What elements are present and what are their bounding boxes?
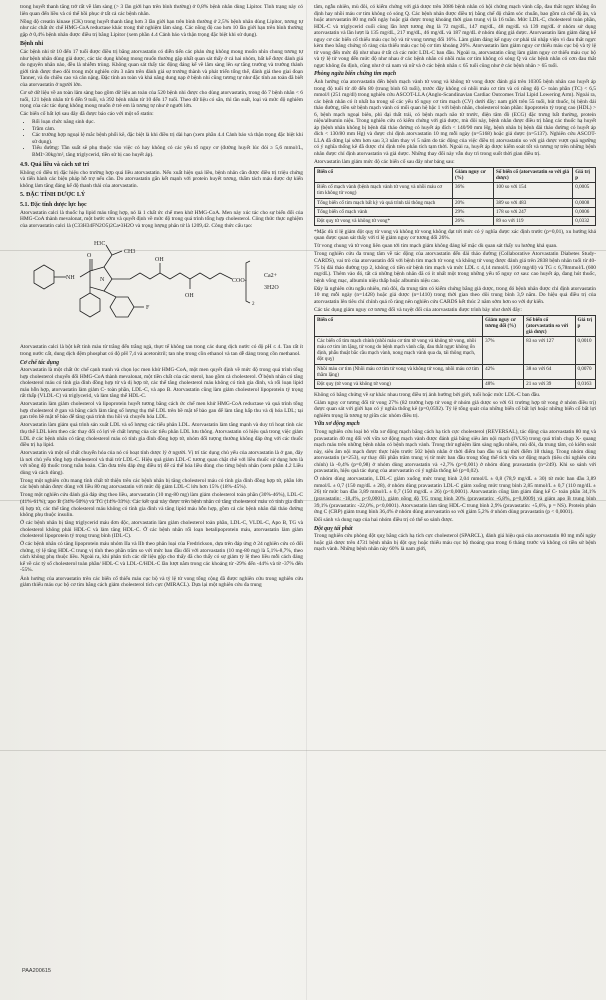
table-cell: Các biến cố tim mạch chính (nhồi máu cơ tim tử vong và không tử vong, nhồi máu cơ tim im lặng, tử vong do bệnh mạch vành cấp, đau thắt ngực không ổn định, phẫu thuật bắc cầu mạch vành, nong mạch vành qua da, tái thông mạch, đột quỵ) bbox=[315, 337, 483, 364]
label-ch3: CH3 bbox=[124, 249, 136, 256]
right-column bbox=[314, 4, 596, 554]
table-cell: 0,0332 bbox=[573, 216, 596, 225]
paragraph: Ảnh hưởng của atorvastatin đến bệnh mạch vành tử vong và không tử vong được đánh giá trên 10305 bệnh nhân cao huyết áp trong độ tuổi từ 40 đến 80 (trung bình 63 tuổi), trước đây không có nhồi máu cơ tim và có nồng độ C- toàn phần (TC) < 6,5 mmol/l (251 mg/dl) trong nghiên cứu ASCOT-LLA (Anglo-Scandinavian Cardiac Outcomes Trial Lipid Lowering Arm). Ngoài ra, các bệnh nhân có ít nhất ba trong số các yếu tố nguy cơ tim mạch (CV) dưới đây: nam giới trên 55 tuổi, hút thuốc, bị bệnh đái tháo đường, tiền sử bệnh mạch vành có mối quan hệ bậc 1 với bệnh nhân, cholesterol toàn phần: lipoprotein tỷ trọng cao (HDL) > 6, bệnh mạch ngoại biên, phì đại thất trái, có bệnh mạch não từ trước, điện tâm đồ (ECG) đặc trưng bất thường, protein niệu/albumin niệu. Trong nghiên cứu có kiểm chứng với giả dược, mù đôi này, bệnh nhân được điều trị bằng các thuốc hạ huyết áp (bệnh nhân không bị bệnh đái tháo đường có huyết áp đích < 140/90 mm Hg, bệnh nhân bị bệnh đái tháo đường có huyết áp đích < 130/80 mm Hg) và được chỉ định atorvastatin 10 mg mỗi ngày (n=5168) hoặc giả dược (n=5137). Nghiên cứu ASCOT-LLA đã dừng lại sớm hơn sau 3,3 năm thay vì 5 năm do tác động của việc điều trị atorvastatin so với giả dược vượt quá ngưỡng có ý nghĩa thống kê đã được chỉ định trên phân tích tạm thời. Ngoài ra, huyết áp được kiểm soát tốt và tương tự trên những bệnh nhân được chỉ định atorvastatin và giả dược. Những thay đổi này vẫn duy trì trong suốt thời gian điều trị. bbox=[314, 79, 596, 158]
paragraph: Atorvastatin làm giảm mức độ các biến cố sau đây như bảng sau: bbox=[314, 159, 455, 166]
paragraph: Trong một nghiên cứu mang tính chất tử thiện trên các bệnh nhân bị tăng cholesterol máu có tính gia đình đồng hợp tử, phần lớn các bệnh nhân được dùng với liều 80 mg atorvastatin với mức độ giảm LDL-C lớn hơn 15% (18%-45%). bbox=[20, 477, 303, 491]
list-item: • Tiểu đường: Tần suất sẽ phụ thuộc vào việc có hay không có các yếu tố nguy cơ (đường huyết lúc đói ≥ 5,6 mmol/L, BMI>30kg/m², tăng triglycerid, tiền sử bị cao huyết áp). bbox=[32, 145, 303, 158]
paragraph: Atorvastatin làm giảm quá trình sản xuất LDL và số lượng các tiểu phân LDL. Atorvastatin làm tăng mạnh và duy trì hoạt tính các thụ thể LDL kèm theo các thay đổi có lợi về chất lượng của các tiểu phân LDL lưu thông. Atorvastatin có hiệu quả trong việc giảm LDL ở các bệnh nhân có tăng cholesterol máu có tính gia đình đồng hợp tử, nhóm đối tượng thường không đáp ứng với các thuốc điều trị hạ lipid. bbox=[20, 422, 303, 449]
paragraph: Các biến cố bất lợi sau đây đã được báo cáo với một số statin: bbox=[20, 111, 154, 118]
paragraph: *Mặc dù tỉ lệ giảm đột quỵ tử vong và không tử vong không đạt tới mức có ý nghĩa được xác định trước (p=0,01), xu hướng khả quan được quan sát thấy với tỉ lệ giảm nguy cơ tương đối 26%. bbox=[314, 228, 596, 242]
paragraph: Trong nghiên cứu phòng đột quỵ bằng cách hạ tích cực cholesterol (SPARCL), đánh giá hiệu quả của atorvastatin 80 mg mỗi ngày hoặc giả dược trên 4731 bệnh nhân bị đột quỵ hoặc thiếu máu cục bộ thoáng qua trong 6 tháng trước và không có tiền sử bệnh mạch vành. Những bệnh nhân này 60% là nam giới, bbox=[314, 533, 596, 553]
subsection-heading-prevention: Phòng ngừa biến chứng tim mạch bbox=[314, 71, 397, 78]
table-row bbox=[315, 337, 596, 364]
table-cell: Đột quỵ (tử vong và không tử vong) bbox=[315, 379, 483, 388]
section-heading-overdose: 4.9. Quá liều và cách xử trí bbox=[20, 161, 89, 168]
paragraph: Không có bằng chứng về sự khác nhau trong điều trị ảnh hưởng bởi giới, tuổi hoặc mức LDL-C ban đầu. bbox=[314, 391, 541, 398]
left-column bbox=[20, 4, 303, 590]
table-cell: 100 so với 154 bbox=[493, 183, 572, 198]
paragraph: Trong nghiên cứu đa trung tâm về tác động của atorvastatin đến đái tháo đường (Collaborative Atorvastatin Diabetes Study-CARDS), vai trò của atorvastatin đối với bệnh tim mạch tử vong và không tử vong được đánh giá trên 2838 bệnh nhân tuổi từ 40-75 bị đái tháo đường typ 2, không có tiền sử bệnh tim mạch và mức LDL ≤ 4,14 mmol/L (160 mg/dl) và TG ≤ 6,78mmol/L (600 mg/dL). Thêm vào đó, tất cả những bệnh nhân đã có ít nhất một trong những yếu tố nguy cơ sau: cao huyết áp, đang hút thuốc, bệnh võng mạc, albumin niệu thấp hoặc albumin niệu cao. bbox=[314, 251, 596, 284]
atorvastatin-structure bbox=[20, 231, 303, 341]
label-nh: NH bbox=[66, 275, 75, 282]
paragraph: trong huyết thanh tăng trở rất về lâm sàng (> 3 lần giới hạn trên bình thường) ở 0,8% bệnh nhân dùng Lipitor. Tình trạng này có liên quan đến liều và có thể hồi phục ở tất cả các bệnh nhân. bbox=[20, 4, 303, 17]
list-item: • Trầm cảm. bbox=[32, 126, 303, 133]
table-header: Giá trị p bbox=[573, 168, 596, 183]
paragraph: Trong nghiên cứu loại bỏ vữa xơ động mạch bằng cách hạ tích cực cholesterol (REVERSAL), tác động của atorvastatin 80 mg và pravastatin 40 mg đối với vữa xơ động mạch vành được đánh giá bằng siêu âm nội mạch (IVUS) trong quá trình chụp X- quang mạch máu trên những bệnh nhân có bệnh mạch vành. Trong thử nghiệm lâm sàng ngẫu nhiên, mù đôi, đa trung tâm, có kiểm soát này, siêu âm nội mạch được thực hiện trước 502 bệnh nhân ở thời điểm ban đầu và tại thời điểm 18 tháng. Trong nhóm dùng atorvastatin (n=253), sự thay đổi phần trăm trung vị từ mức ban đầu trong tổng thể tích vữa xơ động mạch (tiêu chí nghiên cứu chính) là -0,4% (p=0,98) ở nhóm dùng atorvastatin và +2,7% (p=0,001) ở nhóm dùng pravastatin (n=249). Khi so sánh với pravastatin, hiệu quả tác dụng của atorvastatin có ý nghĩa thống kê (p=0,02). bbox=[314, 429, 596, 475]
table-cell: 0,0006 bbox=[573, 207, 596, 216]
list-item: • Các trường hợp ngoại lệ mắc bệnh phổi kẽ, đặc biệt là khi điều trị dài hạn (xem phần 4.4 Cảnh báo và thận trọng đặc biệt khi sử dụng). bbox=[32, 132, 303, 145]
document-code: PAA200615 bbox=[22, 968, 51, 974]
table-row bbox=[315, 183, 596, 198]
label-n: N bbox=[100, 277, 105, 284]
table-row bbox=[315, 207, 596, 216]
paragraph: Ở các bệnh nhân có tăng lipoprotein máu nhóm IIa và IIb theo phân loại của Fredrickson, dựa trên đáp ứng ở 24 nghiên cứu có đối chứng, tỷ lệ tăng HDL-C trung vị tính theo phần trăm so với mức ban đầu đối với atorvastatin (10 mg-80 mg) là 5,1%-8,7%, theo cách không phụ thuộc liều. Ngoài ra, khi phân tích các dữ liệu gộp cho thấy đã cho thấy có sự giảm tỷ lệ theo liều mỗi cách đáng kể về các tỷ số cholesterol toàn phần/ HDL-C và LDL-C/HDL-C lần lượt nằm trong các khoảng từ -29% đến -44% và từ -37% đến -55%. bbox=[20, 541, 303, 574]
table-cell: 42% bbox=[483, 364, 524, 379]
table-header: Biến cố bbox=[315, 315, 483, 336]
table-header: Biến cố bbox=[315, 168, 453, 183]
table-row bbox=[315, 216, 596, 225]
table-cell: 0,0070 bbox=[575, 364, 595, 379]
table-cell: 29% bbox=[452, 207, 493, 216]
table-header-row bbox=[315, 168, 596, 183]
table-row bbox=[315, 364, 596, 379]
table-cell: Đột quỵ tử vong và không tử vong* bbox=[315, 216, 453, 225]
table-cell: 48% bbox=[483, 379, 524, 388]
paragraph: Đây là nghiên cứu ngẫu nhiên, mù đôi, đa trung tâm có kiểm chứng bằng giả dược, trong đó bệnh nhân được chỉ định atorvastatin 10 mg mỗi ngày (n=1428) hoặc giả dược (n=1410) trong thời gian theo dõi trung bình 3,9 năm. Do hiệu quả điều trị của atorvastatin lên tiêu chí chính quá rõ ràng nên nghiên cứu CARDS kết thúc 2 năm sớm hơn so với dự kiến. bbox=[314, 285, 596, 305]
table-cell: 21 so với 39 bbox=[524, 379, 575, 388]
table-cell: 37% bbox=[483, 337, 524, 364]
table-header: Số biến cố (atorvastatin so với giả dược) bbox=[493, 168, 572, 183]
paragraph: Giảm nguy cơ tương đối tử vong 27% (82 trường hợp tử vong ở nhóm giả dược so với 61 trường hợp tử vong ở nhóm điều trị) được quan sát với giới hạn có ý nghĩa thống kê (p=0,0592). Tỷ lệ tổng quát của những biến cố bất lợi hoặc những biến cố bất lợi nghiêm trọng là tương tự giữa các nhóm điều trị. bbox=[314, 399, 596, 419]
table-header-row bbox=[315, 315, 596, 336]
table-cell: Tổng biến cố tim mạch bất kỳ và quá trình tái thông mạch bbox=[315, 198, 453, 207]
label-coo: COO- bbox=[232, 278, 247, 285]
paragraph: Nồng độ creatin kinase (CK) trong huyết thanh tăng hơn 3 lần giới hạn trên bình thường ở 2,5% bệnh nhân dùng Lipitor, tương tự như các chất ức chế HMG-CoA reductase khác trong thử nghiệm lâm sàng. Các nồng độ cao hơn 10 lần giới hạn trên bình thường gặp ở 0,4% bệnh nhân được điều trị bằng Lipitor (xem phần 4.4 Cảnh báo và thận trọng đặc biệt khi sử dụng). bbox=[20, 18, 303, 38]
table-header: Giảm nguy cơ (%) bbox=[452, 168, 493, 183]
label-oh: OH bbox=[155, 257, 164, 264]
cards-results-table bbox=[314, 315, 596, 389]
table-row bbox=[315, 198, 596, 207]
table-cell: 0,0010 bbox=[575, 337, 595, 364]
paragraph: Ảnh hưởng của atorvastatin trên các biến cố thiếu máu cục bộ và tỷ lệ tử vong tổng cộng đã được nghiên cứu trong nghiên cứu giảm thiếu máu cục bộ cơ tim bằng cách giảm cholesterol tích cực (MIRACL). Dựa lại một nghiên cứu đa trung bbox=[20, 575, 303, 589]
label-oh: OH bbox=[185, 293, 194, 300]
label-o: O bbox=[87, 253, 92, 260]
paragraph: Atorvastatin calci là thuốc hạ lipid máu tổng hợp, nó là 1 chất ức chế men khử HMG-CoA. Men này xúc tác cho sự biến đổi của HMG-CoA thành mevalonat, một bước sớm và quyết định về mức độ trong quá trình tổng hợp cholesterol. Công thức thực nghiệm của atorvastatin calci là (C33H34FN2O5)2Ca•3H2O và trọng lượng phân tử là 1209,42. Công thức cấu tạo: bbox=[20, 209, 303, 229]
paragraph: Các bệnh nhi từ 10 đến 17 tuổi được điều trị bằng atorvastatin có diễn tiến các phản ứng không mong muốn nhìn chung tương tự như bệnh nhân dùng giả dược, các tác dụng không mong muốn thường gặp nhất quan sát thấy ở cả hai nhóm, bất kể được đánh giá do nguyên nhân nào, đều là nhiễm trùng. Không quan sát thấy tác động đáng kể về lâm sàng lên sự tăng trưởng và trưởng thành giới tính được theo dõi trong một nghiên cứu 3 năm trên đánh giá sự trưởng thành và phát triển tổng thể, đánh giá theo giai đoạn Tanner, và đo chiều cao và cân nặng. Đặc tính an toàn và khả năng dung nạp ở bệnh nhi cũng tương tự như đặc tính an toàn đã biết của atorvastatin ở người lớn. bbox=[20, 49, 303, 89]
table-header: Giảm nguy cơ tương đối (%) bbox=[483, 315, 524, 336]
table-cell: 0,0005 bbox=[573, 183, 596, 198]
list-item: • Rối loạn chức năng sinh dục. bbox=[32, 119, 303, 126]
section-heading-pediatric: Bệnh nhi bbox=[20, 41, 44, 48]
label-ca: Ca2+ bbox=[264, 273, 278, 280]
paragraph: Không có điều trị đặc hiệu cho trường hợp quá liều atorvastatin. Nếu xuất hiện quá liều, bệnh nhân cần được điều trị triệu chứng và tiến hành các biện pháp hỗ trợ nếu cần. Do atorvastatin gắn kết mạnh với protein huyết tương, thẩm tách máu được dự kiến không làm tăng đáng kể độ thanh thải của atorvastatin. bbox=[20, 169, 303, 189]
ascot-results-table bbox=[314, 167, 596, 226]
paragraph: Trong một nghiên cứu đánh giá đáp ứng theo liều, atorvastatin (10 mg-80 mg) làm giảm cholesterol toàn phần (30%-46%), LDL-C (41%-61%), apo B (34%-50%) và TG (14%-33%). Các kết quả này được trên bệnh nhân có tăng cholesterol máu có tính gia đình dị hợp tử, các thể tăng cholesterol máu không có tính gia đình và tăng lipid máu hỗn hợp, gồm cả các bệnh nhân đái tháo đường không phụ thuộc insulin. bbox=[20, 492, 303, 519]
label-h3c: H3C bbox=[94, 241, 106, 248]
section-heading-pharmacology: 5. ĐẶC TÍNH DƯỢC LÝ bbox=[20, 192, 86, 199]
paragraph: Atorvastatin làm giảm cholesterol và lipoprotein huyết tương bằng cách ức chế men khử HMG-CoA reductase và quá trình tổng hợp cholesterol ở gan và bằng cách làm tăng số lượng thụ thể LDL trên bề mặt tế bào gan để làm tăng hấp thu và dị hóa LDL; tại gan trên bề mặt tế bào để tăng quá trình thu hồi và chuyển hóa LDL. bbox=[20, 401, 303, 421]
statin-events-list bbox=[20, 119, 303, 158]
paragraph: Cơ sở dữ liệu về an toàn lâm sàng bao gồm dữ liệu an toàn của 520 bệnh nhi được cho dùng atorvastatin, trong đó 7 bệnh nhân < 6 tuổi, 121 bệnh nhân từ 6 đến 9 tuổi, và 392 bệnh nhân từ 10 đến 17 tuổi. Theo dữ liệu có sẵn, thì tần suất, loại và mức độ nghiêm trọng của các tác dụng không mong muốn ở trẻ em là tương tự như ở người lớn. bbox=[20, 90, 303, 110]
table-header: Số biến cố (atorvastatin so với giả dược) bbox=[524, 315, 575, 336]
subsection-heading-mechanism: Cơ chế tác dụng bbox=[20, 359, 60, 366]
subsection-heading-plaque: Vữa xơ động mạch bbox=[314, 421, 360, 428]
paragraph: Atorvastatin là một chất ức chế cạnh tranh và chọn lọc men khử HMG-CoA, một men quyết định về mức độ trong quá trình tổng hợp cholesterol chuyển đổi HMG-CoA thành mevalonat, một tiền chất của các sterol, bao gồm cả cholesterol. Ở bệnh nhân có tăng cholesterol máu có tính gia đình đồng hợp tử và dị hợp tử, các thể tăng cholesterol máu không có tính gia đình, và rối loạn lipid máu hỗn hợp, atorvastatin làm giảm C- toàn phần, LDL-C, và apo B. Atorvastatin cũng làm giảm cholesterol lipoprotein tỷ trọng rất thấp (VLDL-C) và triglycerid, và làm tăng thể HDL-C. bbox=[20, 367, 303, 400]
table-cell: 83 so với 127 bbox=[524, 337, 575, 364]
paragraph: Đối sánh và dung nạp của hai nhóm điều trị có thể so sánh được. bbox=[314, 517, 454, 524]
paragraph: Ở các bệnh nhân bị tăng triglycerid máu đơn độc, atorvastatin làm giảm cholesterol toàn phần, LDL-C, VLDL-C, Apo B, TG và cholesterol không phải HDL-C và làm tăng HDL-C. Ở các bệnh nhân rối loạn betalipoprotein máu, atorvastatin làm giảm cholesterol lipoprotein tỷ trọng trung bình (IDL-C). bbox=[20, 520, 303, 540]
subsection-heading-pharmacodynamics: 5.1. Đặc tính dược lực học bbox=[20, 201, 87, 208]
paragraph: Ở nhóm dùng atorvastatin, LDL-C giảm xuống mức trung bình 2,04 mmol/L ± 0,8 (78,9 mg/dL ± 30) từ mức ban đầu 3,89 mmol/L ± 0,7 (150 mg/dL ± 28), ở nhóm dùng pravastatin LDL-C giảm xuống mức trung bình 2,85 mmol/L ± 0,7 (110 mg/dL ± 26) từ mức ban đầu 3,89 mmol/L ± 0,7 (150 mg/dL ± 26) (p<0,0001). Atorvastatin cũng làm giảm đáng kể C- toàn phần 34,1% (pravastatin: -18,4%, p<0,0001), giảm nồng độ TG trung bình 20% (pravastatin: -6,8%, p=0,0009) và giảm apo B trung bình 39,1% (pravastatin: -22,0%, p<0,0001). Atorvastatin làm tăng HDL-C trung bình 2,9% (pravastatin: +5,6%, p = NS). Protein phản ứng C (CRP) giảm trung bình 36,4% ở nhóm dùng atorvastatin so với giảm 5,2% ở nhóm dùng pravastatin (p < 0,0001). bbox=[314, 476, 596, 516]
paragraph: tâm, ngẫu nhiên, mù đôi, có kiểm chứng với giả dược trên 3086 bệnh nhân có hội chứng mạch vành cấp, đau thắt ngực không ổn định hay nhồi máu cơ tim không có sóng Q. Các bệnh nhân được điều trị bằng chế độ chăm sóc chuẩn, bao gồm cả chế độ ăn, và hoặc atorvastatin 80 mg mỗi ngày hoặc giả dược trong khoảng thời gian trung vị là 16 tuần. Mức LDL-C, cholesterol toàn phần, HDL-C và triglycerid cuối cùng lần lượt tương ứng là 72 mg/dL, 147 mg/dL, 48 mg/dL và 139 mg/dL ở nhóm sử dụng atorvastatin và lần lượt là 135 mg/dL, 217 mg/dL, 46 mg/dL và 187 mg/dL ở nhóm dùng giả dược. Atorvastatin làm giảm đáng kể nguy cơ các biến cố thiếu máu cục bộ và tử vong tương đối 16%. Làm giảm đáng kể nguy cơ phải tái nhập viện vì đau thắt ngực kèm theo bằng chứng rõ ràng của thiếu máu cục bộ cơ tim khoảng 26%. Atorvastatin làm giảm nguy cơ thiếu máu cục bộ và tỷ lệ tử vong đến mức độ như nhau ở tất cả các mức LDL-C ban đầu. Ngoài ra, atorvastatin cũng làm giảm nguy cơ thiếu máu cục bộ và tỷ lệ tử vong đến mức độ như nhau ở các bệnh nhân có nhồi máu cơ tim không có sóng Q và các bệnh nhân có cơn đau thắt ngực không ổn định, cũng như ở cả nam và nữ và ở các bệnh nhân ≤ 65 tuổi cũng như ở các bệnh nhân > 65 tuổi. bbox=[314, 4, 596, 69]
table-cell: 36% bbox=[452, 183, 493, 198]
fold-line bbox=[0, 750, 606, 751]
table-cell: 0,0163 bbox=[575, 379, 595, 388]
table-cell: 178 so với 247 bbox=[493, 207, 572, 216]
subsection-heading-stroke: Đột quỵ tái phát bbox=[314, 525, 353, 532]
table-row bbox=[315, 379, 596, 388]
table-cell: Tổng biến cố mạch vành bbox=[315, 207, 453, 216]
phenyl-ring bbox=[34, 265, 54, 289]
table-cell: 20% bbox=[452, 198, 493, 207]
paragraph: Atorvastatin calci là bột kết tinh màu từ trắng đến trắng ngà, thực tế không tan trong các dung dịch nước có độ pH ≤ 4. Tan rất ít trong nước cất, dung dịch đệm phosphat có độ pH 7,4 và acetonitril; tan nhẹ trong cồn ethanol và tan dễ dàng trong cồn methanol. bbox=[20, 344, 303, 357]
label-water: 3H2O bbox=[264, 285, 279, 292]
table-header: Giá trị p bbox=[575, 315, 595, 336]
table-cell: Biến cố mạch vành (bệnh mạch vành tử vong và nhồi máu cơ tim không tử vong) bbox=[315, 183, 453, 198]
paragraph: Atorvastatin và một số chất chuyển hóa của nó có hoạt tính dược lý ở người. Vị trí tác dụng chủ yếu của atorvastatin là ở gan, đây là nơi chủ yếu tổng hợp cholesterol và thải trừ LDL-C. Hiệu quả giảm LDL-C tương quan chặt chẽ với liều thuốc sử dụng hơn là với nồng độ thuốc trong tuần hoàn. Cần đưa trên đáp ứng điều trị để cá thể hóa liều dùng cho từng bệnh nhân (xem phần 4.2 Liều dùng và cách dùng). bbox=[20, 450, 303, 476]
svg-text:2: 2 bbox=[252, 302, 255, 308]
table-cell: 0,0008 bbox=[573, 198, 596, 207]
paragraph: Các tác dụng giảm nguy cơ tương đối và tuyệt đối của atorvastatin được trình bày như dưới đây: bbox=[314, 306, 522, 313]
table-cell: 26% bbox=[452, 216, 493, 225]
paragraph: Tử vong chung và tử vong liên quan tới tim mạch giảm không đáng kể mặc dù quan sát thấy xu hướng khả quan. bbox=[314, 243, 558, 250]
table-cell: 38 so với 64 bbox=[524, 364, 575, 379]
table-cell: 389 so với 483 bbox=[493, 198, 572, 207]
label-f: F bbox=[146, 305, 150, 312]
table-cell: 89 so với 119 bbox=[493, 216, 572, 225]
table-cell: Nhồi máu cơ tim (Nhồi máu cơ tim tử vong và không tử vong, nhồi máu cơ tim thầm lặng) bbox=[315, 364, 483, 379]
